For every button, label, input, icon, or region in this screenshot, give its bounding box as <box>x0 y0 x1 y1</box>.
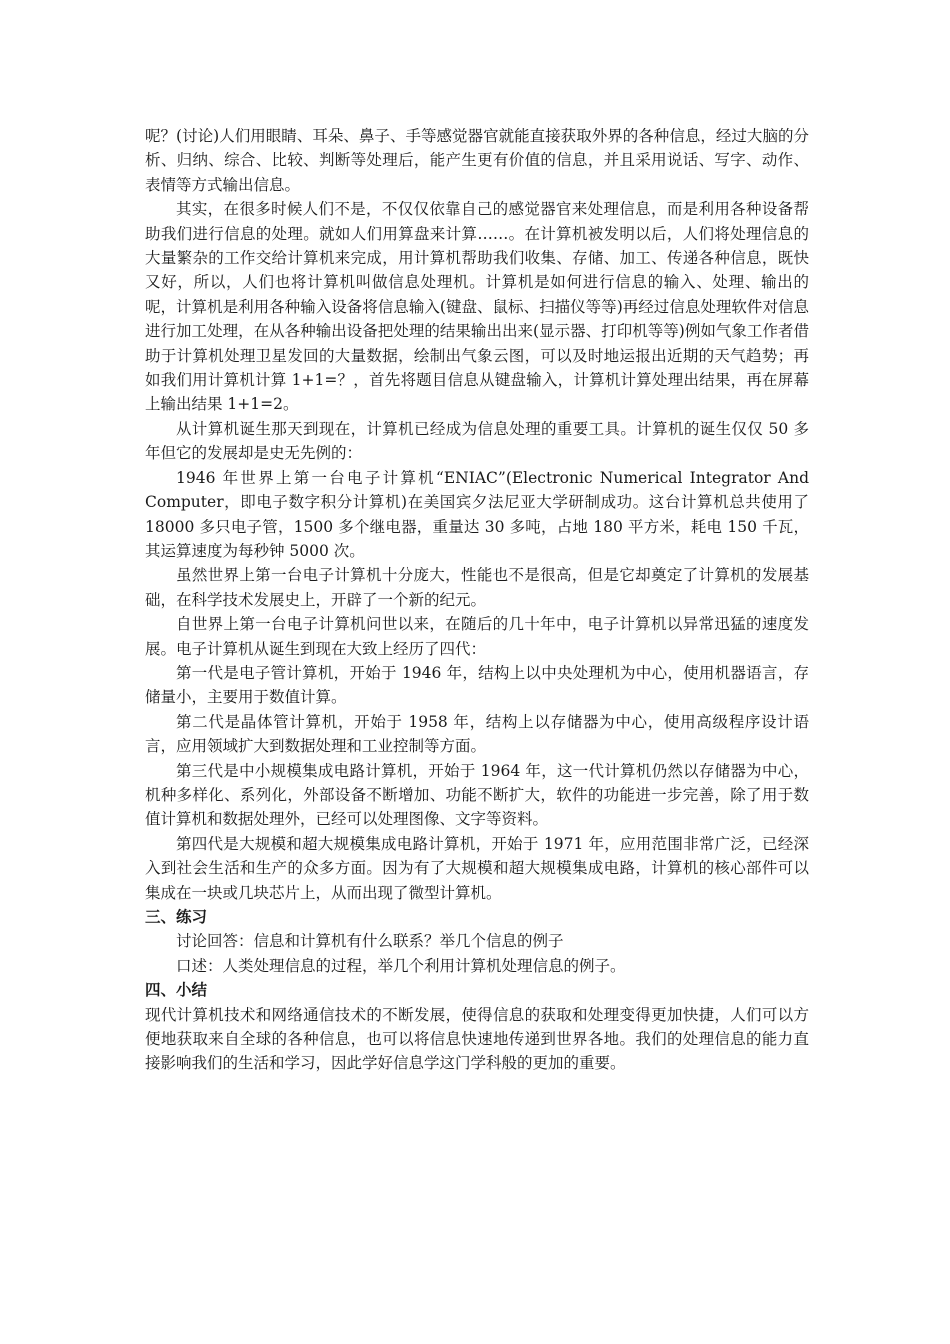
section-heading-summary: 四、小结 <box>145 981 208 1000</box>
document-page <box>145 124 809 1076</box>
paragraph-first-computer-significance: 虽然世界上第一台电子计算机十分庞大，性能也不是很高，但是它却奠定了计算机的发展基础，在科学技术发展史上，开辟了一个新的纪元。 <box>145 566 809 609</box>
paragraph-eniac: 1946 年世界上第一台电子计算机“ENIAC”(Electronic Numerical Integrator And Computer，即电子数字积分计算机)在美国宾夕法尼亚大学研制成功。这台计算机总共使用了 18000 多只电子管，1500 多个继电器，重量达 30 多吨，占地 180 平方米，耗电 150 千瓦，其运算速度为每秒钟 5000 次。 <box>145 468 809 560</box>
exercise-oral: 口述：人类处理信息的过程，举几个利用计算机处理信息的例子。 <box>176 956 626 975</box>
paragraph-discussion: 呢？(讨论)人们用眼睛、耳朵、鼻子、手等感觉器官就能直接获取外界的各种信息，经过大脑的分析、归纳、综合、比较、判断等处理后，能产生更有价值的信息，并且采用说话、写字、动作、表情等方式输出信息。 <box>145 127 809 194</box>
summary-paragraph: 现代计算机技术和网络通信技术的不断发展，使得信息的获取和处理变得更加快捷，人们可以方便地获取来自全球的各种信息，也可以将信息快速地传递到世界各地。我们的处理信息的能力直接影响我们的生活和学习，因此学好信息学这门学科般的更加的重要。 <box>145 1005 809 1073</box>
paragraph-generation-3: 第三代是中小规模集成电路计算机，开始于 1964 年，这一代计算机仍然以存储器为中心，机种多样化、系列化，外部设备不断增加、功能不断扩大，软件的功能进一步完善，除了用于数值计算机和数据处理外，已经可以处理图像、文字等资料。 <box>145 761 809 829</box>
paragraph-devices: 其实，在很多时候人们不是，不仅仅依靠自己的感觉器官来处理信息，而是利用各种设备帮助我们进行信息的处理。就如人们用算盘来计算……。在计算机被发明以后，人们将处理信息的大量繁杂的工作交给计算机来完成，用计算机帮助我们收集、存储、加工、传递各种信息，既快又好，所以，人们也将计算机叫做信息处理机。计算机是如何进行信息的输入、处理、输出的呢，计算机是利用各种输入设备将信息输入(键盘、鼠标、扫描仪等等)再经过信息处理软件对信息进行加工处理，在从各种输出设备把处理的结果输出出来(显示器、打印机等等)例如气象工作者借助于计算机处理卫星发回的大量数据，绘制出气象云图，可以及时地运报出近期的天气趋势；再如我们用计算机计算 1+1=？，首先将题目信息从键盘输入，计算机计算处理出结果，再在屏幕上输出结果 1+1=2。 <box>145 200 809 414</box>
section-heading-exercises: 三、练习 <box>145 908 208 926</box>
exercise-discussion: 讨论回答：信息和计算机有什么联系？举几个信息的例子 <box>176 932 564 951</box>
paragraph-generation-4: 第四代是大规模和超大规模集成电路计算机，开始于 1971 年，应用范围非常广泛，已经深入到社会生活和生产的众多方面。因为有了大规模和超大规模集成电路，计算机的核心部件可以集成在一块或几块芯片上，从而出现了微型计算机。 <box>145 834 809 902</box>
paragraph-computer-history-intro: 从计算机诞生那天到现在，计算机已经成为信息处理的重要工具。计算机的诞生仅仅 50 多年但它的发展却是史无先例的： <box>145 419 809 463</box>
paragraph-four-generations-intro: 自世界上第一台电子计算机问世以来，在随后的几十年中，电子计算机以异常迅猛的速度发展。电子计算机从诞生到现在大致上经历了四代： <box>145 615 809 658</box>
paragraph-generation-2: 第二代是晶体管计算机，开始于 1958 年，结构上以存储器为中心，使用高级程序设计语言，应用领域扩大到数据处理和工业控制等方面。 <box>145 712 809 756</box>
paragraph-generation-1: 第一代是电子管计算机，开始于 1946 年，结构上以中央处理机为中心，使用机器语言，存储量小，主要用于数值计算。 <box>145 663 809 707</box>
